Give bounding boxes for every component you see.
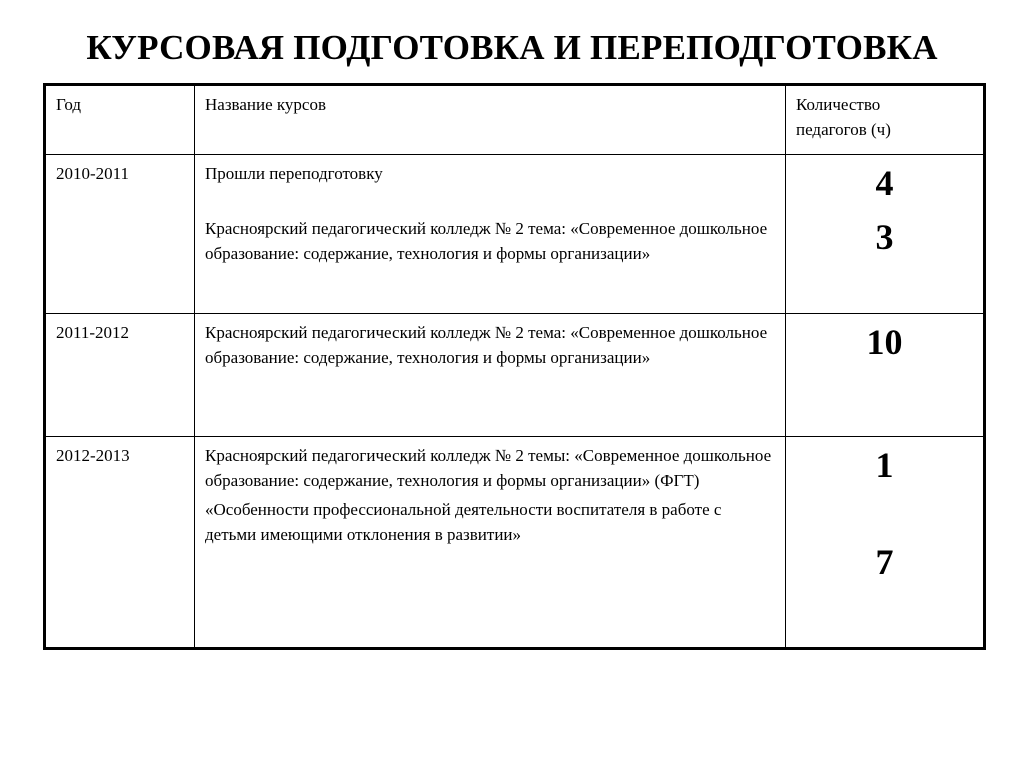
header-count-line1: Количество	[796, 95, 881, 114]
table-row	[45, 314, 985, 437]
page-title: КУРСОВАЯ ПОДГОТОВКА И ПЕРЕПОДГОТОВКА	[86, 28, 938, 67]
count-value: 4	[875, 163, 894, 203]
row-year: 2011-2012	[45, 314, 195, 437]
row-courses	[195, 155, 786, 314]
table-row	[45, 155, 985, 314]
table-header-row	[45, 85, 985, 155]
row-year: 2010-2011	[45, 155, 195, 314]
header-count	[786, 85, 985, 155]
row-courses	[195, 314, 786, 437]
table-row	[45, 437, 985, 649]
count-value: 3	[875, 217, 894, 257]
header-count-line2: педагогов (ч)	[796, 120, 891, 139]
course-text: Красноярский педагогический колледж № 2 тема: «Современное дошкольное образование: содержание, технология и формы организации»	[205, 323, 768, 367]
row-courses	[195, 437, 786, 649]
header-course: Название курсов	[195, 85, 786, 155]
course-text: «Особенности профессиональной деятельности воспитателя в работе с детьми имеющими отклонения в развитии»	[205, 500, 722, 544]
course-text: Красноярский педагогический колледж № 2 темы: «Современное дошкольное образование: содержание, технология и формы организации» (ФГТ)	[205, 446, 772, 490]
courses-table	[43, 83, 986, 650]
row-counts	[786, 314, 985, 437]
header-year: Год	[45, 85, 195, 155]
row-counts	[786, 155, 985, 314]
count-value: 10	[866, 322, 903, 362]
count-value: 1	[875, 445, 894, 485]
row-counts	[786, 437, 985, 649]
row-year: 2012-2013	[45, 437, 195, 649]
course-text: Красноярский педагогический колледж № 2 тема: «Современное дошкольное образование: содержание, технология и формы организации»	[205, 219, 768, 263]
count-value: 7	[875, 542, 894, 582]
course-text: Прошли переподготовку	[205, 164, 383, 183]
